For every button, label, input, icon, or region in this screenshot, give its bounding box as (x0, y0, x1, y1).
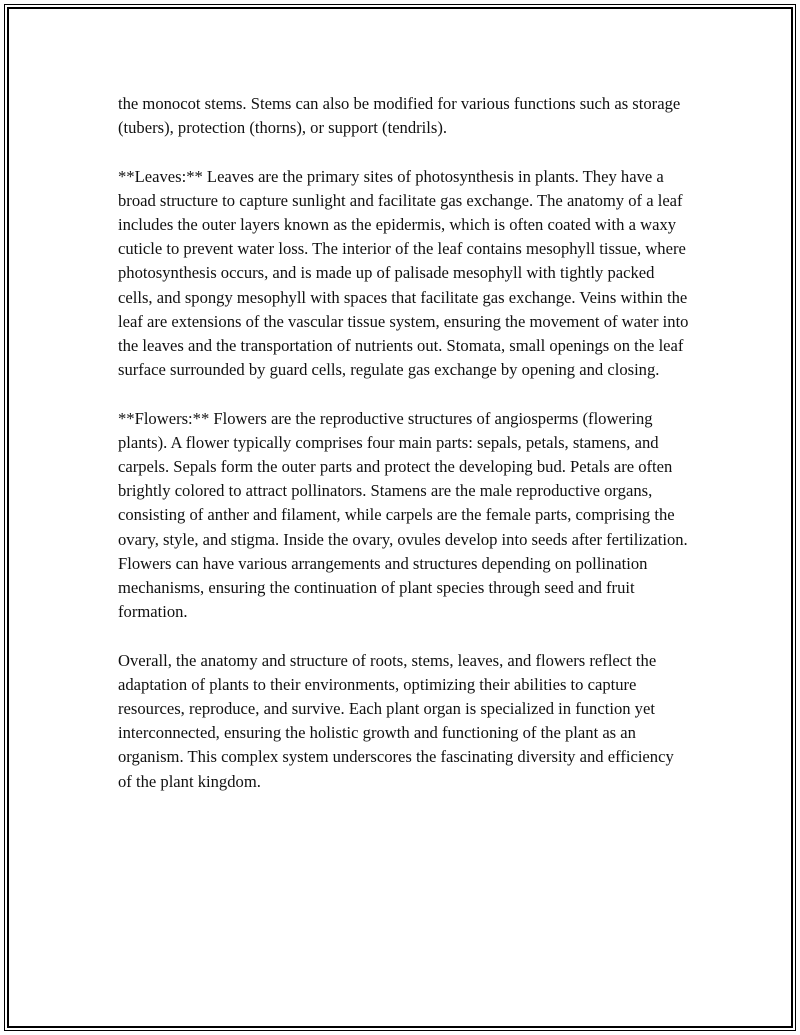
paragraph-flowers: **Flowers:** Flowers are the reproductive structures of angiosperms (flowering plants). A flower typically comprises four main parts: sepals, petals, stamens, and carpels. Sepals form the outer parts and protect the developing bud. Petals are often brightly colored to attract pollinators. Stamens are the male reproductive organs, consisting of anther and filament, while carpels are the female parts, comprising the ovary, style, and stigma. Inside the ovary, ovules develop into seeds after fertilization. Flowers can have various arrangements and structures depending on pollination mechanisms, ensuring the continuation of plant species through seed and fruit formation. (118, 408, 688, 622)
paragraph-leaves: **Leaves:** Leaves are the primary sites of photosynthesis in plants. They have a broad structure to capture sunlight and facilitate gas exchange. The anatomy of a leaf includes the outer layers known as the epidermis, which is often coated with a waxy cuticle to prevent water loss. The interior of the leaf contains mesophyll tissue, where photosynthesis occurs, and is made up of palisade mesophyll with tightly packed cells, and spongy mesophyll with spaces that facilitate gas exchange. Veins within the leaf are extensions of the vascular tissue system, ensuring the movement of water into the leaves and the transportation of nutrients out. Stomata, small openings on the leaf surface surrounded by guard cells, regulate gas exchange by opening and closing. (118, 166, 689, 380)
paragraph-stems-continued: the monocot stems. Stems can also be modified for various functions such as storage (tubers), protection (thorns), or support (tendrils). (118, 94, 681, 138)
document-body (118, 92, 690, 818)
paragraph-overall: Overall, the anatomy and structure of roots, stems, leaves, and flowers reflect the adaptation of plants to their environments, optimizing their abilities to capture resources, reproduce, and survive. Each plant organ is specialized in function yet interconnected, ensuring the holistic growth and functioning of the plant as an organism. This complex system underscores the fascinating diversity and efficiency of the plant kingdom. (118, 650, 674, 791)
